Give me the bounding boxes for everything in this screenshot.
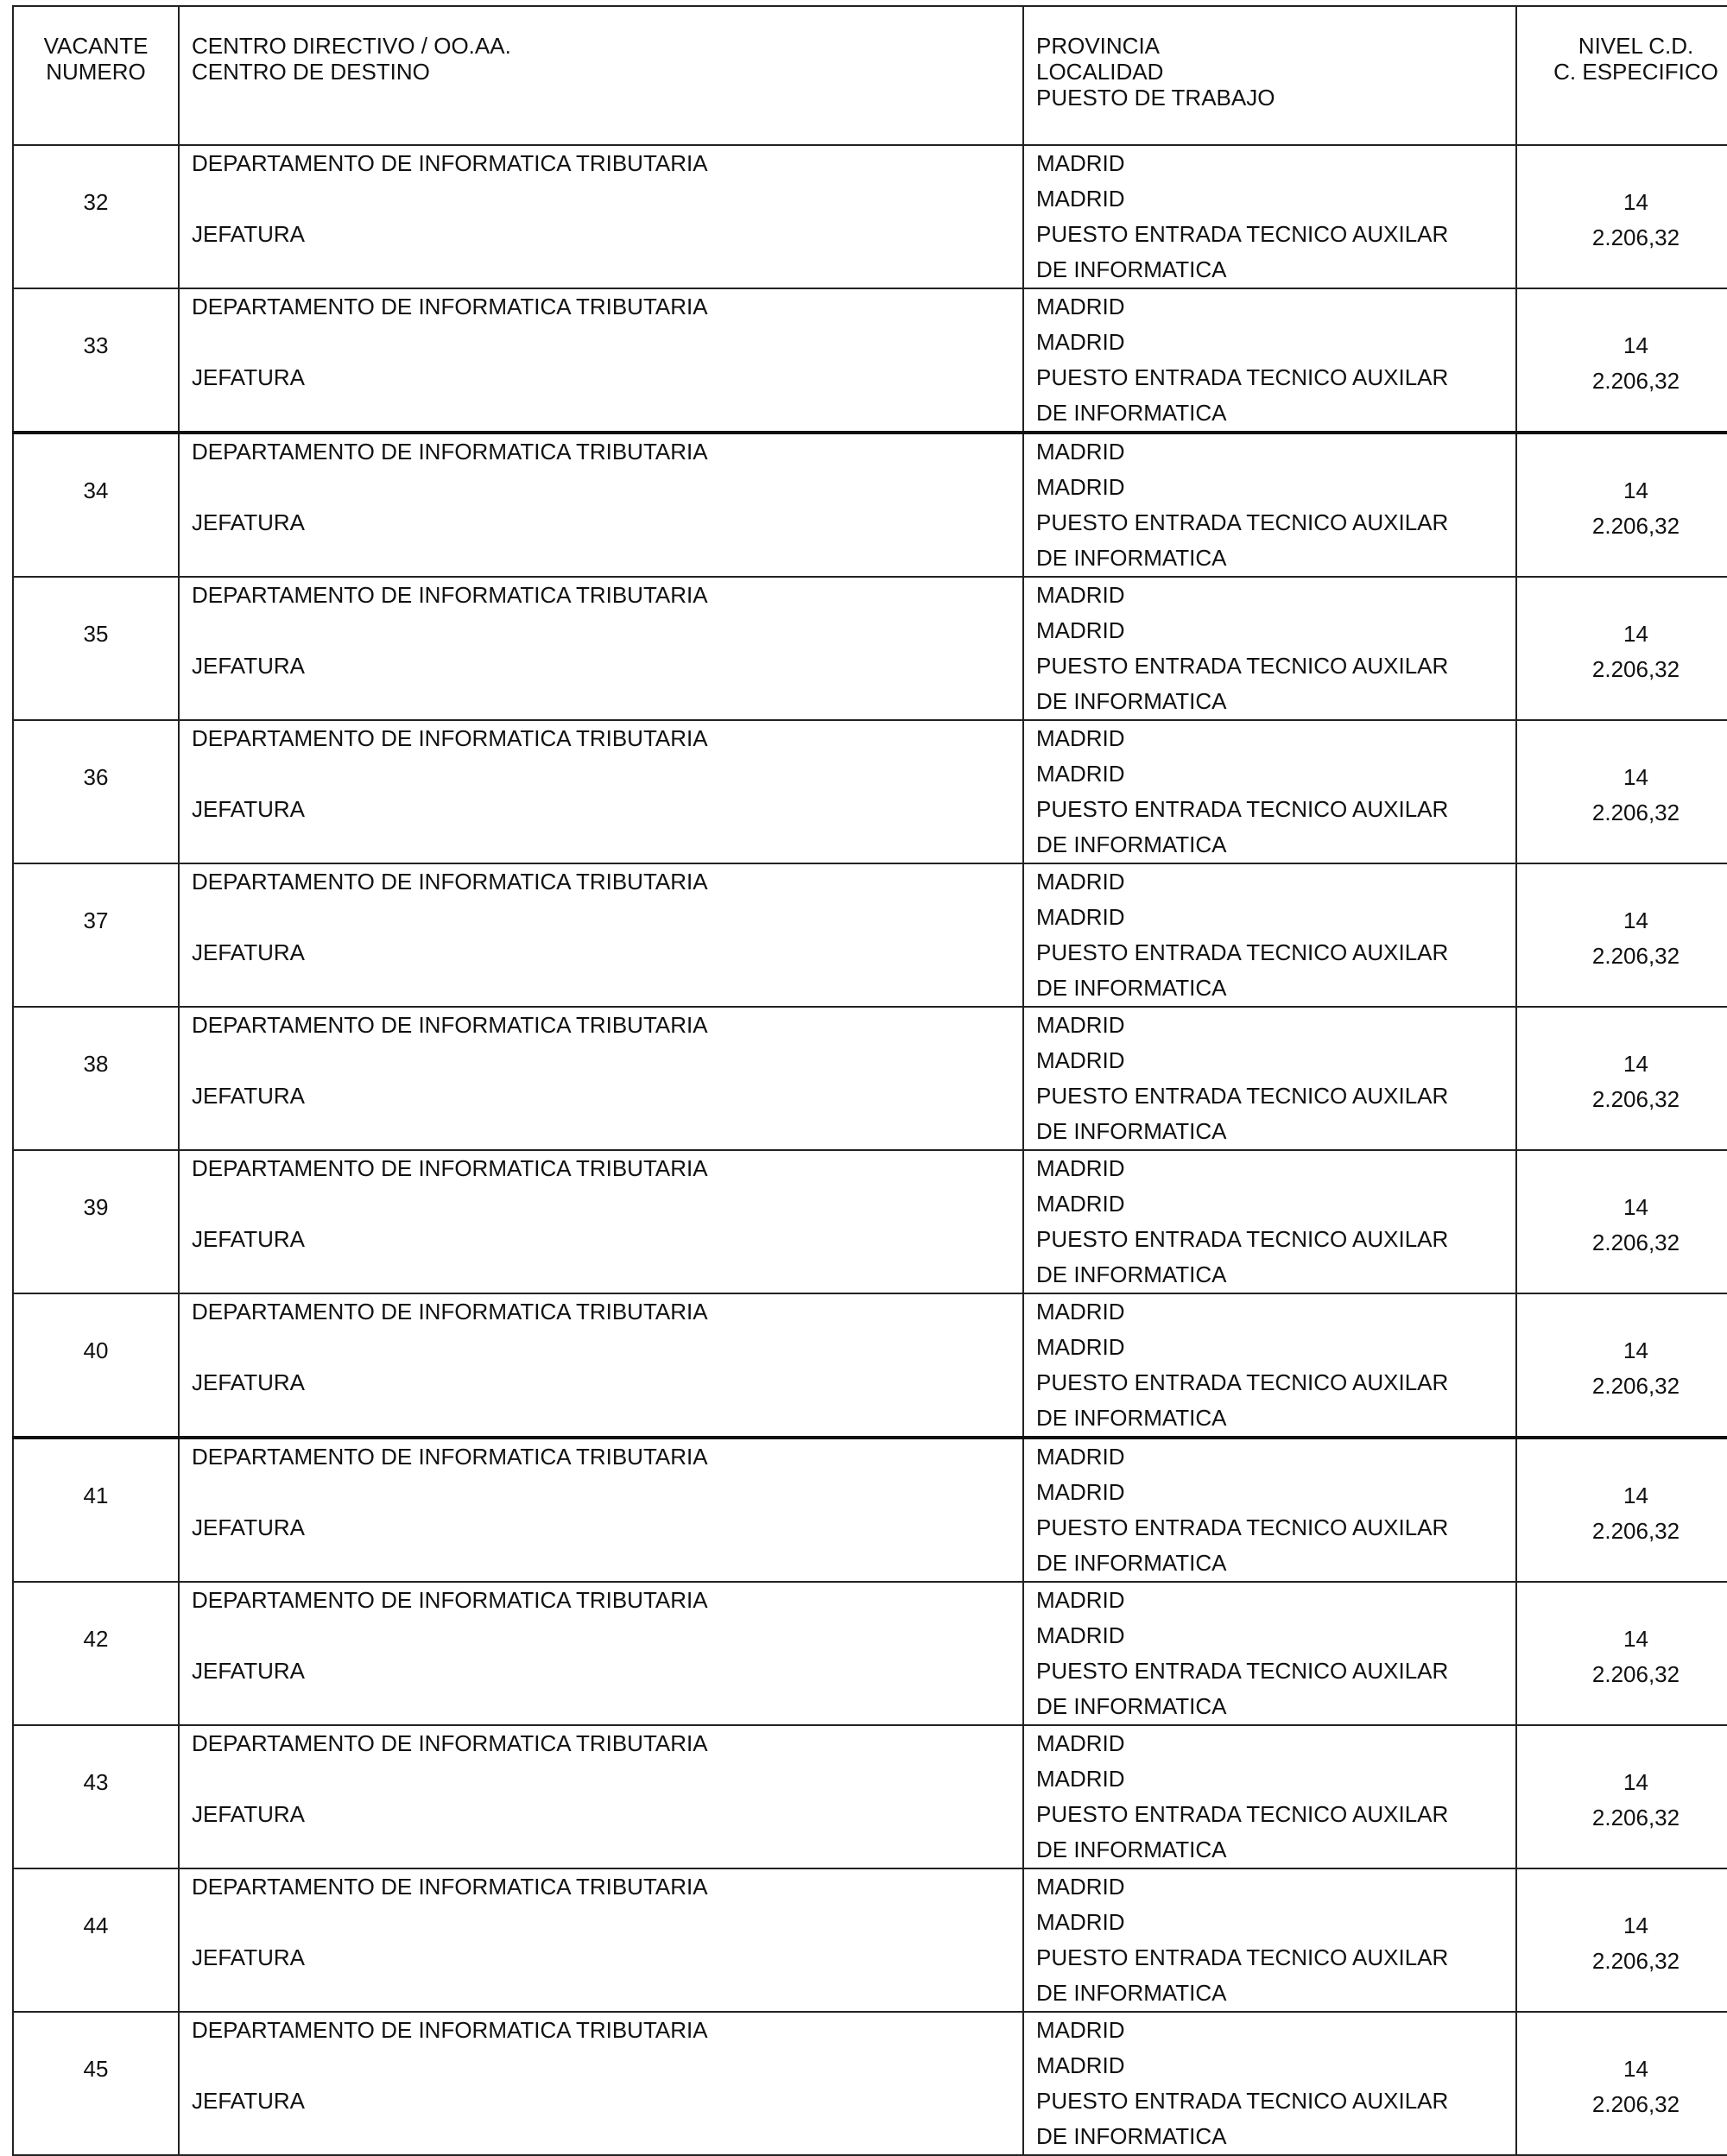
provincia-cell (1023, 1150, 1516, 1293)
vacante-number: 40 (83, 1337, 109, 1363)
centro-directivo: DEPARTAMENTO DE INFORMATICA TRIBUTARIA (192, 1012, 708, 1038)
centro-directivo: DEPARTAMENTO DE INFORMATICA TRIBUTARIA (192, 1155, 708, 1181)
localidad: MADRID (1036, 1191, 1125, 1217)
provincia: MADRID (1036, 439, 1125, 465)
complemento-especifico: 2.206,32 (1591, 1230, 1680, 1255)
vacante-cell (13, 145, 179, 288)
nivel-cell (1516, 1293, 1727, 1438)
centro-destino: JEFATURA (192, 1658, 305, 1684)
vacante-cell (13, 1150, 179, 1293)
header-nivel (1516, 6, 1727, 145)
nivel-cd: 14 (1623, 764, 1648, 790)
header-centro-line-2: CENTRO DE DESTINO (192, 59, 430, 85)
puesto-line-1: PUESTO ENTRADA TECNICO AUXILAR (1036, 2088, 1449, 2114)
centro-cell (179, 433, 1023, 577)
centro-cell (179, 1725, 1023, 1868)
provincia-cell (1023, 1438, 1516, 1582)
nivel-cd: 14 (1623, 189, 1648, 215)
puesto-line-1: PUESTO ENTRADA TECNICO AUXILAR (1036, 1226, 1449, 1252)
centro-directivo: DEPARTAMENTO DE INFORMATICA TRIBUTARIA (192, 294, 708, 319)
centro-directivo: DEPARTAMENTO DE INFORMATICA TRIBUTARIA (192, 725, 708, 751)
centro-destino: JEFATURA (192, 2088, 305, 2114)
centro-destino: JEFATURA (192, 653, 305, 679)
localidad: MADRID (1036, 2052, 1125, 2078)
provincia-cell (1023, 1868, 1516, 2012)
puesto-line-2: DE INFORMATICA (1036, 1118, 1227, 1144)
puesto-line-1: PUESTO ENTRADA TECNICO AUXILAR (1036, 1801, 1449, 1827)
vacante-number: 35 (83, 621, 109, 647)
vacante-number: 39 (83, 1194, 109, 1220)
centro-cell (179, 1293, 1023, 1438)
localidad: MADRID (1036, 186, 1125, 212)
vacante-number: 43 (83, 1769, 109, 1795)
complemento-especifico: 2.206,32 (1591, 1518, 1680, 1544)
puesto-line-2: DE INFORMATICA (1036, 831, 1227, 857)
nivel-cell (1516, 145, 1727, 288)
vacante-cell (13, 577, 179, 720)
centro-destino: JEFATURA (192, 796, 305, 822)
nivel-cd: 14 (1623, 332, 1648, 358)
provincia: MADRID (1036, 1299, 1125, 1325)
vacante-number: 33 (83, 332, 109, 358)
table-row (13, 1293, 1727, 1438)
vacante-cell (13, 1007, 179, 1150)
puesto-line-1: PUESTO ENTRADA TECNICO AUXILAR (1036, 796, 1449, 822)
table-row (13, 1725, 1727, 1868)
table-row (13, 145, 1727, 288)
puesto-line-2: DE INFORMATICA (1036, 1550, 1227, 1576)
vacante-number: 41 (83, 1483, 109, 1508)
table-row (13, 1007, 1727, 1150)
centro-directivo: DEPARTAMENTO DE INFORMATICA TRIBUTARIA (192, 869, 708, 895)
table-row (13, 577, 1727, 720)
header-provincia-line-1: PROVINCIA (1036, 33, 1161, 59)
localidad: MADRID (1036, 1622, 1125, 1648)
localidad: MADRID (1036, 1766, 1125, 1792)
header-vacante (13, 6, 179, 145)
provincia-cell (1023, 1582, 1516, 1725)
vacante-cell (13, 1868, 179, 2012)
centro-directivo: DEPARTAMENTO DE INFORMATICA TRIBUTARIA (192, 582, 708, 608)
header-vacante-line-2: NUMERO (46, 59, 146, 85)
centro-directivo: DEPARTAMENTO DE INFORMATICA TRIBUTARIA (192, 1587, 708, 1613)
header-nivel-line-2: C. ESPECIFICO (1553, 59, 1718, 85)
vacante-number: 45 (83, 2056, 109, 2082)
localidad: MADRID (1036, 1334, 1125, 1360)
nivel-cd: 14 (1623, 1626, 1648, 1652)
vacante-number: 38 (83, 1051, 109, 1077)
centro-destino: JEFATURA (192, 221, 305, 247)
provincia-cell (1023, 1725, 1516, 1868)
complemento-especifico: 2.206,32 (1591, 1086, 1680, 1112)
table-row (13, 863, 1727, 1007)
header-provincia-line-2: LOCALIDAD (1036, 59, 1164, 85)
localidad: MADRID (1036, 617, 1125, 643)
complemento-especifico: 2.206,32 (1591, 513, 1680, 539)
vacancies-grid (12, 5, 1727, 2156)
vacante-cell (13, 288, 179, 433)
table-row (13, 433, 1727, 577)
centro-cell (179, 577, 1023, 720)
provincia: MADRID (1036, 1444, 1125, 1470)
puesto-line-2: DE INFORMATICA (1036, 545, 1227, 571)
puesto-line-1: PUESTO ENTRADA TECNICO AUXILAR (1036, 364, 1449, 390)
puesto-line-2: DE INFORMATICA (1036, 1405, 1227, 1431)
centro-cell (179, 1007, 1023, 1150)
puesto-line-1: PUESTO ENTRADA TECNICO AUXILAR (1036, 939, 1449, 965)
centro-cell (179, 1150, 1023, 1293)
provincia: MADRID (1036, 2017, 1125, 2043)
nivel-cd: 14 (1623, 907, 1648, 933)
centro-directivo: DEPARTAMENTO DE INFORMATICA TRIBUTARIA (192, 1730, 708, 1756)
centro-cell (179, 1582, 1023, 1725)
complemento-especifico: 2.206,32 (1591, 1805, 1680, 1830)
provincia-cell (1023, 1007, 1516, 1150)
localidad: MADRID (1036, 329, 1125, 355)
nivel-cell (1516, 577, 1727, 720)
vacante-number: 36 (83, 764, 109, 790)
centro-directivo: DEPARTAMENTO DE INFORMATICA TRIBUTARIA (192, 1874, 708, 1900)
vacante-cell (13, 720, 179, 863)
nivel-cd: 14 (1623, 1051, 1648, 1077)
provincia: MADRID (1036, 725, 1125, 751)
puesto-line-2: DE INFORMATICA (1036, 975, 1227, 1001)
puesto-line-1: PUESTO ENTRADA TECNICO AUXILAR (1036, 1658, 1449, 1684)
puesto-line-1: PUESTO ENTRADA TECNICO AUXILAR (1036, 653, 1449, 679)
nivel-cell (1516, 863, 1727, 1007)
localidad: MADRID (1036, 761, 1125, 787)
table-row (13, 2012, 1727, 2155)
provincia: MADRID (1036, 294, 1125, 319)
nivel-cell (1516, 1582, 1727, 1725)
table-row (13, 1150, 1727, 1293)
puesto-line-1: PUESTO ENTRADA TECNICO AUXILAR (1036, 1083, 1449, 1109)
puesto-line-1: PUESTO ENTRADA TECNICO AUXILAR (1036, 221, 1449, 247)
table-row (13, 720, 1727, 863)
vacante-number: 37 (83, 907, 109, 933)
nivel-cell (1516, 1150, 1727, 1293)
vacante-cell (13, 1438, 179, 1582)
vacante-cell (13, 1582, 179, 1725)
centro-destino: JEFATURA (192, 364, 305, 390)
complemento-especifico: 2.206,32 (1591, 368, 1680, 394)
puesto-line-2: DE INFORMATICA (1036, 1261, 1227, 1287)
localidad: MADRID (1036, 904, 1125, 930)
puesto-line-1: PUESTO ENTRADA TECNICO AUXILAR (1036, 1369, 1449, 1395)
provincia-cell (1023, 1293, 1516, 1438)
provincia: MADRID (1036, 1155, 1125, 1181)
provincia: MADRID (1036, 1874, 1125, 1900)
localidad: MADRID (1036, 1479, 1125, 1505)
complemento-especifico: 2.206,32 (1591, 943, 1680, 969)
centro-destino: JEFATURA (192, 1083, 305, 1109)
complemento-especifico: 2.206,32 (1591, 800, 1680, 825)
centro-destino: JEFATURA (192, 509, 305, 535)
puesto-line-2: DE INFORMATICA (1036, 688, 1227, 714)
vacante-cell (13, 1725, 179, 1868)
puesto-line-1: PUESTO ENTRADA TECNICO AUXILAR (1036, 1944, 1449, 1970)
provincia: MADRID (1036, 150, 1125, 176)
vacante-cell (13, 2012, 179, 2155)
provincia-cell (1023, 577, 1516, 720)
puesto-line-1: PUESTO ENTRADA TECNICO AUXILAR (1036, 1514, 1449, 1540)
nivel-cell (1516, 1868, 1727, 2012)
nivel-cd: 14 (1623, 1769, 1648, 1795)
puesto-line-2: DE INFORMATICA (1036, 400, 1227, 426)
nivel-cell (1516, 2012, 1727, 2155)
centro-cell (179, 288, 1023, 433)
puesto-line-2: DE INFORMATICA (1036, 1693, 1227, 1719)
header-centro (179, 6, 1023, 145)
provincia: MADRID (1036, 1012, 1125, 1038)
header-row (13, 6, 1727, 145)
vacante-number: 34 (83, 477, 109, 503)
nivel-cd: 14 (1623, 477, 1648, 503)
centro-cell (179, 1868, 1023, 2012)
table-row (13, 288, 1727, 433)
nivel-cd: 14 (1623, 2056, 1648, 2082)
complemento-especifico: 2.206,32 (1591, 1661, 1680, 1687)
vacante-number: 32 (83, 189, 109, 215)
nivel-cd: 14 (1623, 1337, 1648, 1363)
centro-directivo: DEPARTAMENTO DE INFORMATICA TRIBUTARIA (192, 1299, 708, 1325)
complemento-especifico: 2.206,32 (1591, 2091, 1680, 2117)
provincia-cell (1023, 145, 1516, 288)
table-row (13, 1582, 1727, 1725)
centro-destino: JEFATURA (192, 1514, 305, 1540)
vacante-cell (13, 863, 179, 1007)
complemento-especifico: 2.206,32 (1591, 1948, 1680, 1974)
vacante-number: 44 (83, 1913, 109, 1938)
provincia: MADRID (1036, 1730, 1125, 1756)
provincia-cell (1023, 288, 1516, 433)
nivel-cell (1516, 1007, 1727, 1150)
centro-cell (179, 145, 1023, 288)
vacante-cell (13, 433, 179, 577)
nivel-cd: 14 (1623, 1913, 1648, 1938)
provincia-cell (1023, 433, 1516, 577)
localidad: MADRID (1036, 1909, 1125, 1935)
nivel-cell (1516, 1725, 1727, 1868)
puesto-line-1: PUESTO ENTRADA TECNICO AUXILAR (1036, 509, 1449, 535)
nivel-cd: 14 (1623, 1194, 1648, 1220)
header-nivel-line-1: NIVEL C.D. (1578, 33, 1694, 59)
nivel-cell (1516, 433, 1727, 577)
table-row (13, 1868, 1727, 2012)
centro-cell (179, 2012, 1023, 2155)
provincia: MADRID (1036, 1587, 1125, 1613)
puesto-line-2: DE INFORMATICA (1036, 2123, 1227, 2149)
centro-destino: JEFATURA (192, 1369, 305, 1395)
localidad: MADRID (1036, 474, 1125, 500)
puesto-line-2: DE INFORMATICA (1036, 1837, 1227, 1862)
centro-directivo: DEPARTAMENTO DE INFORMATICA TRIBUTARIA (192, 439, 708, 465)
centro-destino: JEFATURA (192, 939, 305, 965)
nivel-cd: 14 (1623, 621, 1648, 647)
header-vacante-line-1: VACANTE (43, 33, 149, 59)
provincia: MADRID (1036, 582, 1125, 608)
provincia-cell (1023, 720, 1516, 863)
centro-destino: JEFATURA (192, 1944, 305, 1970)
nivel-cell (1516, 720, 1727, 863)
complemento-especifico: 2.206,32 (1591, 224, 1680, 250)
centro-destino: JEFATURA (192, 1801, 305, 1827)
vacante-number: 42 (83, 1626, 109, 1652)
provincia-cell (1023, 863, 1516, 1007)
header-provincia-line-3: PUESTO DE TRABAJO (1036, 85, 1275, 111)
nivel-cd: 14 (1623, 1483, 1648, 1508)
header-centro-line-1: CENTRO DIRECTIVO / OO.AA. (192, 33, 511, 59)
localidad: MADRID (1036, 1047, 1125, 1073)
complemento-especifico: 2.206,32 (1591, 656, 1680, 682)
provincia-cell (1023, 2012, 1516, 2155)
vacante-cell (13, 1293, 179, 1438)
complemento-especifico: 2.206,32 (1591, 1373, 1680, 1399)
nivel-cell (1516, 1438, 1727, 1582)
vacancies-table (12, 5, 1724, 2149)
nivel-cell (1516, 288, 1727, 433)
centro-cell (179, 1438, 1023, 1582)
table-row (13, 1438, 1727, 1582)
centro-destino: JEFATURA (192, 1226, 305, 1252)
puesto-line-2: DE INFORMATICA (1036, 256, 1227, 282)
header-provincia (1023, 6, 1516, 145)
puesto-line-2: DE INFORMATICA (1036, 1980, 1227, 2006)
centro-directivo: DEPARTAMENTO DE INFORMATICA TRIBUTARIA (192, 150, 708, 176)
provincia: MADRID (1036, 869, 1125, 895)
centro-directivo: DEPARTAMENTO DE INFORMATICA TRIBUTARIA (192, 1444, 708, 1470)
centro-cell (179, 863, 1023, 1007)
centro-cell (179, 720, 1023, 863)
centro-directivo: DEPARTAMENTO DE INFORMATICA TRIBUTARIA (192, 2017, 708, 2043)
